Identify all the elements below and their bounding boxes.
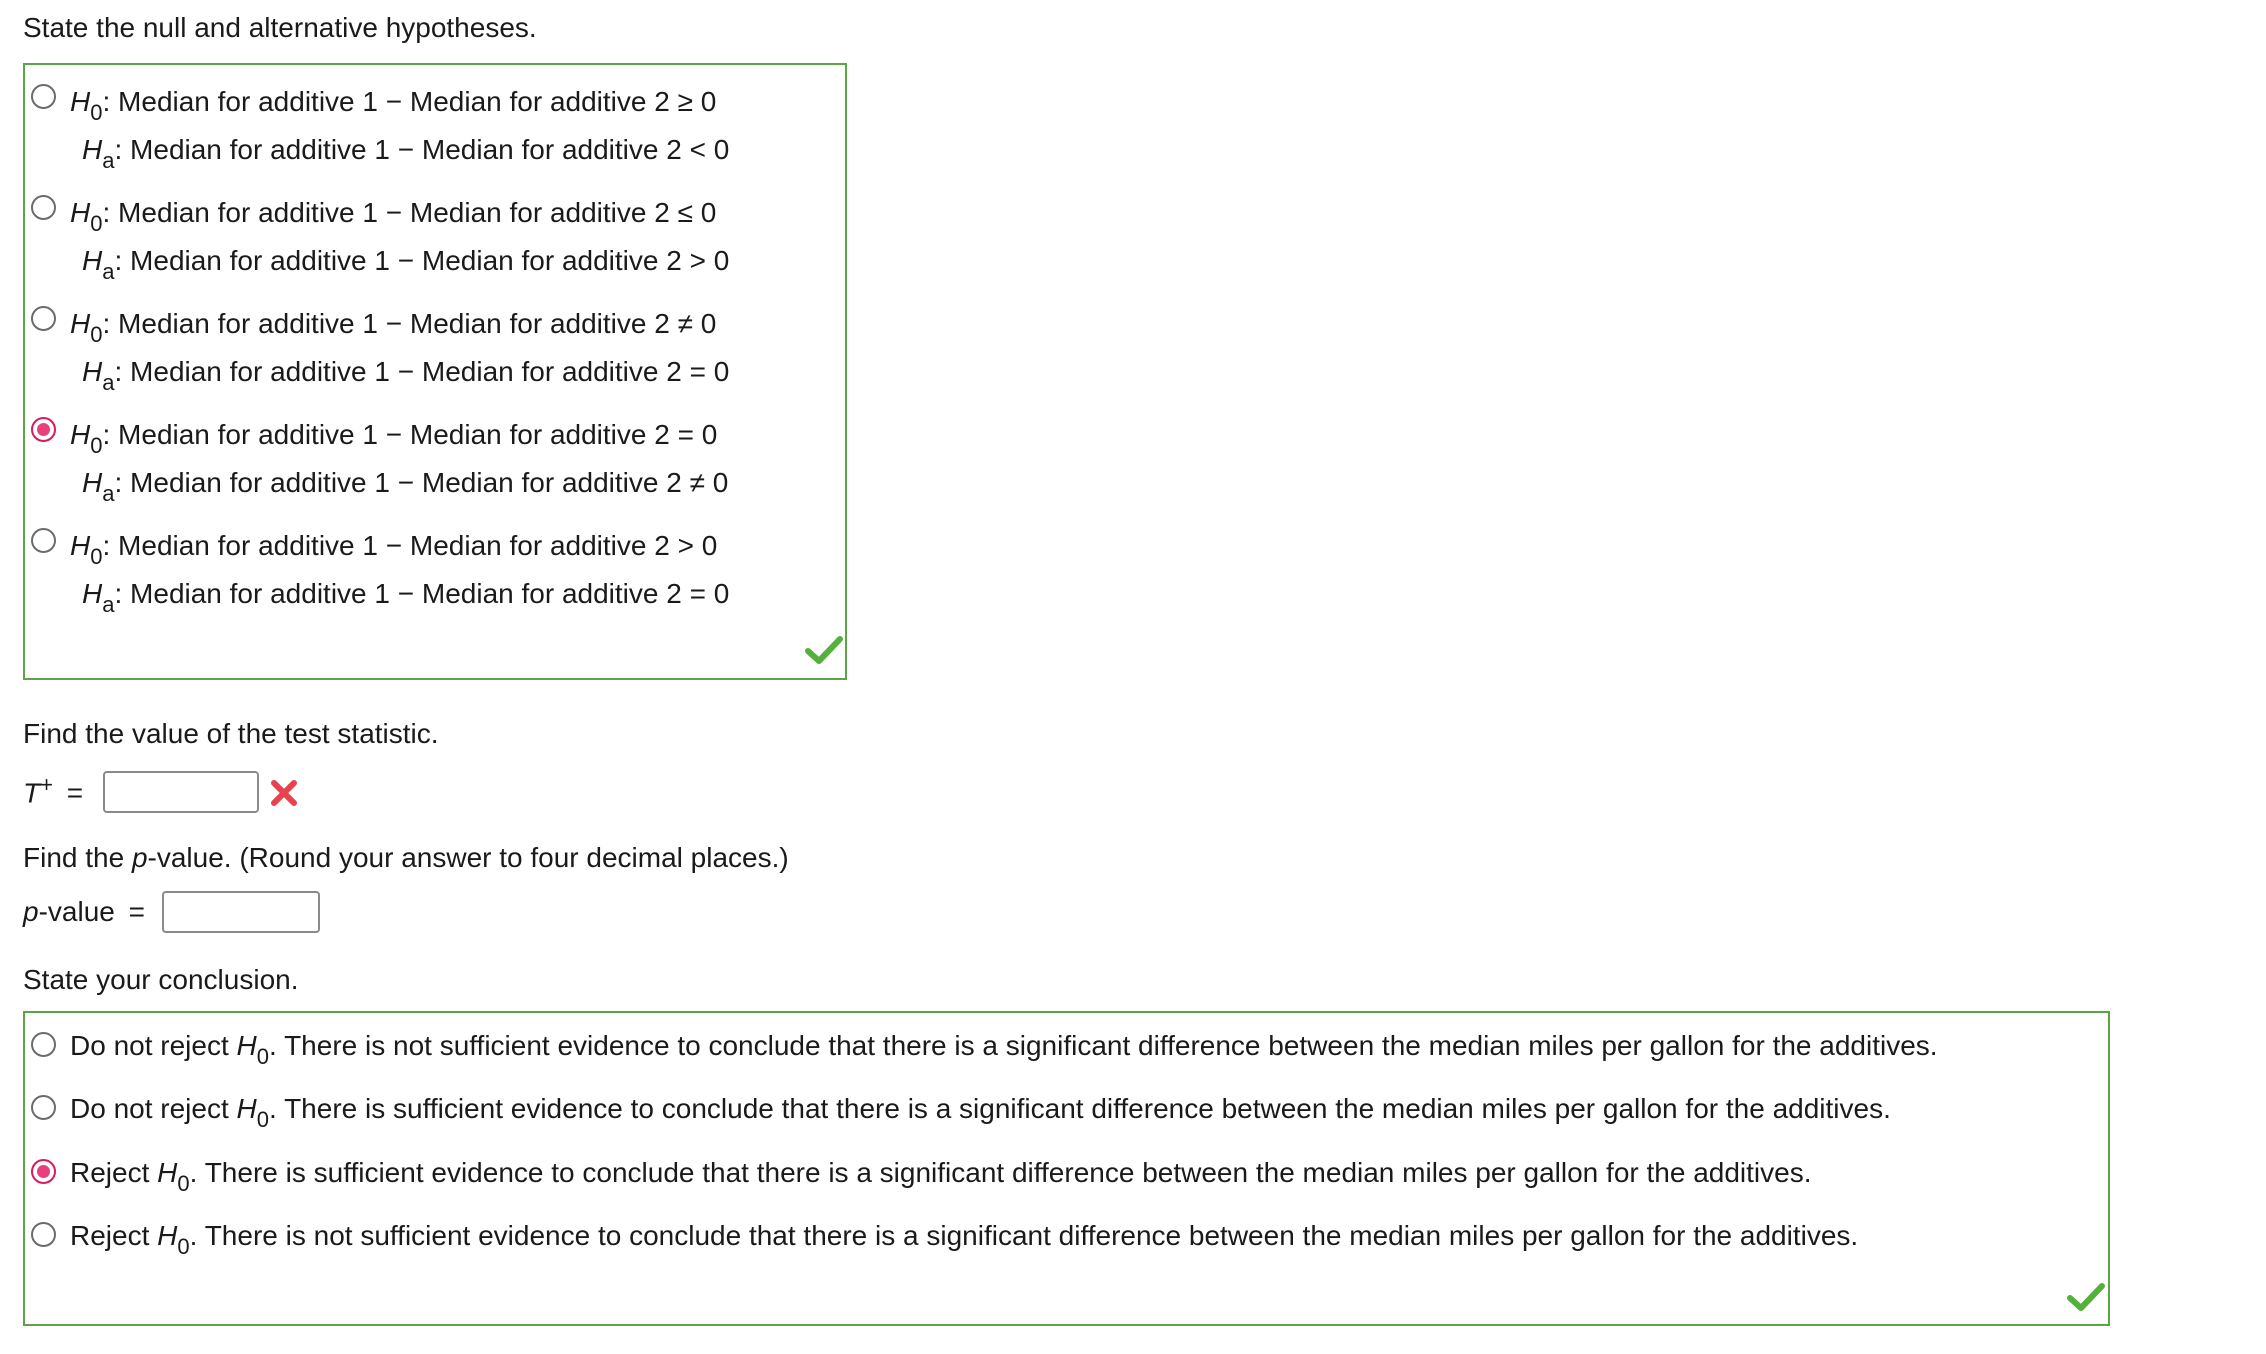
test-statistic-input[interactable] [103, 771, 259, 813]
radio-button-selected[interactable] [31, 1159, 56, 1184]
h0-text: : Median for additive 1 − Median for additive 2 ≥ 0 [102, 86, 717, 117]
radio-button[interactable] [31, 528, 56, 553]
h0-text: : Median for additive 1 − Median for additive 2 = 0 [102, 419, 718, 450]
h0-text: : Median for additive 1 − Median for additive 2 ≤ 0 [102, 197, 717, 228]
conclusion-option-2[interactable]: Do not reject $H_0$. There is sufficient evidence to conclude that there is a significant difference between the median miles per gallon for the additives. [31, 1089, 1891, 1129]
radio-button[interactable] [31, 1222, 56, 1247]
ha-symbol: H [82, 356, 103, 387]
ha-text: : Median for additive 1 − Median for additive 2 = 0 [114, 356, 730, 387]
h0-symbol: H [70, 308, 91, 339]
test-statistic-prompt: Find the value of the test statistic. [23, 718, 439, 749]
radio-button[interactable] [31, 195, 56, 220]
radio-button[interactable] [31, 1032, 56, 1057]
h0-text: : Median for additive 1 − Median for additive 2 > 0 [102, 530, 718, 561]
correct-check-icon [2067, 1282, 2105, 1312]
test-statistic-label: T+ = [23, 772, 84, 809]
hypothesis-option-2[interactable]: $H_0$: Median for additive 1 − Median for additive 2 ≤ 0 $H_a$: Median for additive 1 − Median for additive 2 > 0 [31, 189, 729, 285]
hypotheses-prompt: State the null and alternative hypotheses. [23, 12, 537, 43]
p-value-label: p-value = [23, 896, 145, 927]
ha-symbol: H [82, 245, 103, 276]
p-value-prompt: Find the p-value. (Round your answer to four decimal places.) [23, 842, 789, 873]
conclusion-option-3[interactable]: Reject $H_0$. There is sufficient evidence to conclude that there is a significant difference between the median miles per gallon for the additives. [31, 1153, 1811, 1193]
p-value-input[interactable] [162, 891, 320, 933]
correct-check-icon [805, 635, 843, 665]
ha-text: : Median for additive 1 − Median for additive 2 > 0 [114, 245, 730, 276]
hypothesis-option-4[interactable]: $H_0$: Median for additive 1 − Median for additive 2 = 0 $H_a$: Median for additive 1 − Median for additive 2 ≠ 0 [31, 411, 728, 507]
radio-button-selected[interactable] [31, 417, 56, 442]
hypothesis-option-5[interactable]: $H_0$: Median for additive 1 − Median for additive 2 > 0 $H_a$: Median for additive 1 − Median for additive 2 = 0 [31, 522, 729, 618]
ha-text: : Median for additive 1 − Median for additive 2 = 0 [114, 578, 730, 609]
hypothesis-option-3[interactable]: $H_0$: Median for additive 1 − Median for additive 2 ≠ 0 $H_a$: Median for additive 1 − Median for additive 2 = 0 [31, 300, 729, 396]
conclusion-option-4[interactable]: Reject $H_0$. There is not sufficient evidence to conclude that there is a significant difference between the median miles per gallon for the additives. [31, 1216, 1858, 1256]
h0-symbol: H [70, 86, 91, 117]
hypotheses-answer-panel [23, 63, 847, 680]
h0-symbol: H [70, 530, 91, 561]
ha-symbol: H [82, 578, 103, 609]
h0-text: : Median for additive 1 − Median for additive 2 ≠ 0 [102, 308, 717, 339]
incorrect-x-icon [269, 778, 299, 808]
hypothesis-option-1[interactable]: $H_0$: Median for additive 1 − Median for additive 2 ≥ 0 $H_a$: Median for additive 1 − Median for additive 2 < 0 [31, 78, 729, 174]
ha-text: : Median for additive 1 − Median for additive 2 ≠ 0 [114, 467, 729, 498]
conclusion-option-1[interactable]: Do not reject $H_0$. There is not sufficient evidence to conclude that there is a significant difference between the median miles per gallon for the additives. [31, 1026, 1938, 1066]
ha-symbol: H [82, 467, 103, 498]
conclusion-answer-panel [23, 1011, 2110, 1326]
radio-button[interactable] [31, 1095, 56, 1120]
ha-symbol: H [82, 134, 103, 165]
radio-button[interactable] [31, 84, 56, 109]
h0-symbol: H [70, 197, 91, 228]
h0-symbol: H [70, 419, 91, 450]
conclusion-prompt: State your conclusion. [23, 964, 299, 995]
radio-button[interactable] [31, 306, 56, 331]
ha-text: : Median for additive 1 − Median for additive 2 < 0 [114, 134, 730, 165]
